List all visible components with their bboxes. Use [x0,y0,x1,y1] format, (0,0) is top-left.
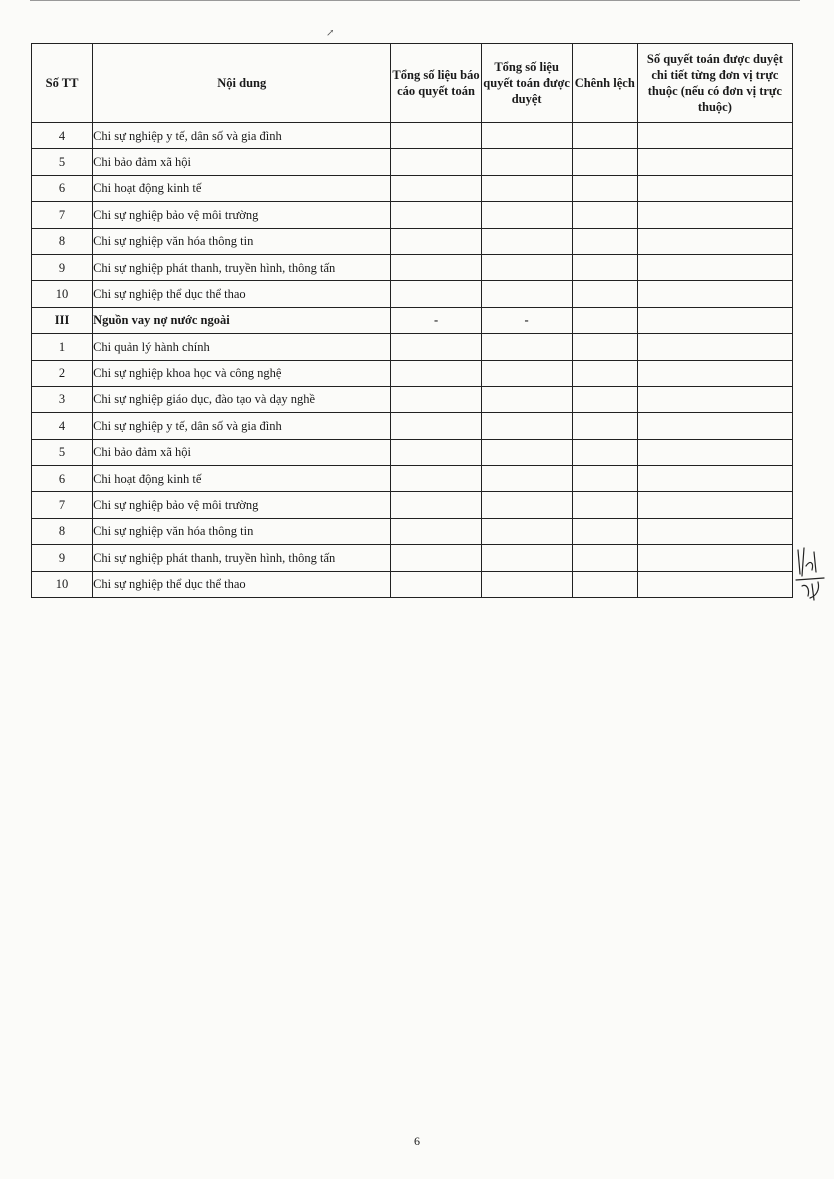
cell-total-approved [481,439,572,465]
cell-difference [572,413,637,439]
cell-total-reported [391,492,481,518]
cell-difference [572,149,637,175]
cell-total-reported [391,334,481,360]
cell-content: Chi sự nghiệp phát thanh, truyền hình, thông tấn [93,254,391,280]
cell-detail-units [637,254,792,280]
cell-content: Chi hoạt động kinh tế [93,466,391,492]
cell-content: Chi sự nghiệp thể dục thể thao [93,571,391,597]
cell-stt: 9 [32,545,93,571]
cell-detail-units [637,466,792,492]
table-row [32,254,793,280]
table-row [32,439,793,465]
cell-content: Chi sự nghiệp bảo vệ môi trường [93,492,391,518]
table-row [32,518,793,544]
cell-content: Chi sự nghiệp khoa học và công nghệ [93,360,391,386]
cell-total-approved [481,466,572,492]
cell-total-approved [481,360,572,386]
cell-stt: 4 [32,123,93,149]
table-row [32,545,793,571]
cell-difference [572,439,637,465]
cell-content: Chi sự nghiệp giáo dục, đào tạo và dạy nghề [93,386,391,412]
cell-detail-units [637,413,792,439]
cell-total-approved [481,228,572,254]
header-stt: Số TT [32,44,93,123]
cell-total-approved [481,149,572,175]
scan-top-edge [30,0,800,1]
header-detail-units: Số quyết toán được duyệt chi tiết từng đơn vị trực thuộc (nếu có đơn vị trực thuộc) [637,44,792,123]
cell-stt: 2 [32,360,93,386]
cell-total-reported [391,202,481,228]
cell-stt: 7 [32,492,93,518]
header-difference: Chênh lệch [572,44,637,123]
cell-difference [572,307,637,333]
cell-content: Chi sự nghiệp y tế, dân số và gia đình [93,123,391,149]
cell-detail-units [637,439,792,465]
cell-stt: III [32,307,93,333]
table-row [32,386,793,412]
cell-content: Chi sự nghiệp phát thanh, truyền hình, thông tấn [93,545,391,571]
cell-total-approved [481,281,572,307]
cell-detail-units [637,149,792,175]
signature-initials [788,540,828,610]
table-row [32,492,793,518]
cell-stt: 4 [32,413,93,439]
table-row [32,466,793,492]
cell-content: Chi sự nghiệp bảo vệ môi trường [93,202,391,228]
cell-stt: 8 [32,518,93,544]
cell-difference [572,571,637,597]
cell-detail-units [637,492,792,518]
header-content: Nội dung [93,44,391,123]
cell-difference [572,228,637,254]
table-row [32,281,793,307]
cell-stt: 8 [32,228,93,254]
cell-stt: 1 [32,334,93,360]
cell-total-reported [391,571,481,597]
cell-total-reported [391,413,481,439]
cell-content: Chi sự nghiệp văn hóa thông tin [93,518,391,544]
cell-stt: 6 [32,466,93,492]
cell-total-approved [481,386,572,412]
table-row [32,413,793,439]
cell-total-approved [481,518,572,544]
cell-detail-units [637,228,792,254]
cell-difference [572,466,637,492]
cell-total-approved [481,123,572,149]
cell-total-approved [481,571,572,597]
cell-content: Chi hoạt động kinh tế [93,175,391,201]
cell-total-reported [391,123,481,149]
table-row [32,334,793,360]
cell-stt: 5 [32,439,93,465]
cell-stt: 9 [32,254,93,280]
cell-content: Nguồn vay nợ nước ngoài [93,307,391,333]
table-row [32,175,793,201]
cell-total-reported [391,360,481,386]
cell-detail-units [637,334,792,360]
page-number: 6 [414,1134,420,1148]
cell-difference [572,202,637,228]
cell-total-approved [481,254,572,280]
cell-total-reported [391,545,481,571]
cell-stt: 5 [32,149,93,175]
cell-content: Chi sự nghiệp thể dục thể thao [93,281,391,307]
cell-total-approved [481,545,572,571]
cell-stt: 7 [32,202,93,228]
cell-difference [572,334,637,360]
cell-content: Chi sự nghiệp y tế, dân số và gia đình [93,413,391,439]
cell-difference [572,123,637,149]
cell-stt: 6 [32,175,93,201]
cell-total-approved [481,492,572,518]
cell-difference [572,175,637,201]
cell-total-approved [481,413,572,439]
table-row [32,149,793,175]
cell-difference [572,360,637,386]
cell-total-reported [391,149,481,175]
cell-total-approved: - [481,307,572,333]
cell-detail-units [637,518,792,544]
header-total-approved: Tổng số liệu quyết toán được duyệt [481,44,572,123]
cell-difference [572,545,637,571]
table-row [32,202,793,228]
table-body [32,123,793,598]
cell-total-reported [391,281,481,307]
cell-detail-units [637,360,792,386]
table-group-row [32,307,793,333]
cell-detail-units [637,386,792,412]
cell-difference [572,386,637,412]
table-row [32,360,793,386]
cell-difference [572,492,637,518]
cell-content: Chi quản lý hành chính [93,334,391,360]
table-header-row [32,44,793,123]
cell-content: Chi bảo đảm xã hội [93,439,391,465]
cell-stt: 10 [32,281,93,307]
cell-stt: 3 [32,386,93,412]
cell-detail-units [637,175,792,201]
table-row [32,123,793,149]
cell-difference [572,254,637,280]
cell-stt: 10 [32,571,93,597]
cell-total-reported [391,228,481,254]
scan-mark: ↗ [326,28,335,39]
cell-total-reported [391,175,481,201]
cell-detail-units [637,571,792,597]
cell-total-reported [391,386,481,412]
cell-detail-units [637,123,792,149]
header-total-reported: Tổng số liệu báo cáo quyết toán [391,44,481,123]
cell-total-reported [391,439,481,465]
cell-total-reported: - [391,307,481,333]
cell-total-reported [391,466,481,492]
cell-total-reported [391,518,481,544]
cell-total-approved [481,334,572,360]
table-row [32,571,793,597]
cell-content: Chi sự nghiệp văn hóa thông tin [93,228,391,254]
cell-detail-units [637,545,792,571]
budget-settlement-table [31,43,793,598]
cell-total-approved [481,202,572,228]
cell-detail-units [637,281,792,307]
cell-difference [572,518,637,544]
cell-total-reported [391,254,481,280]
cell-content: Chi bảo đảm xã hội [93,149,391,175]
cell-detail-units [637,307,792,333]
cell-difference [572,281,637,307]
table-row [32,228,793,254]
cell-detail-units [637,202,792,228]
cell-total-approved [481,175,572,201]
